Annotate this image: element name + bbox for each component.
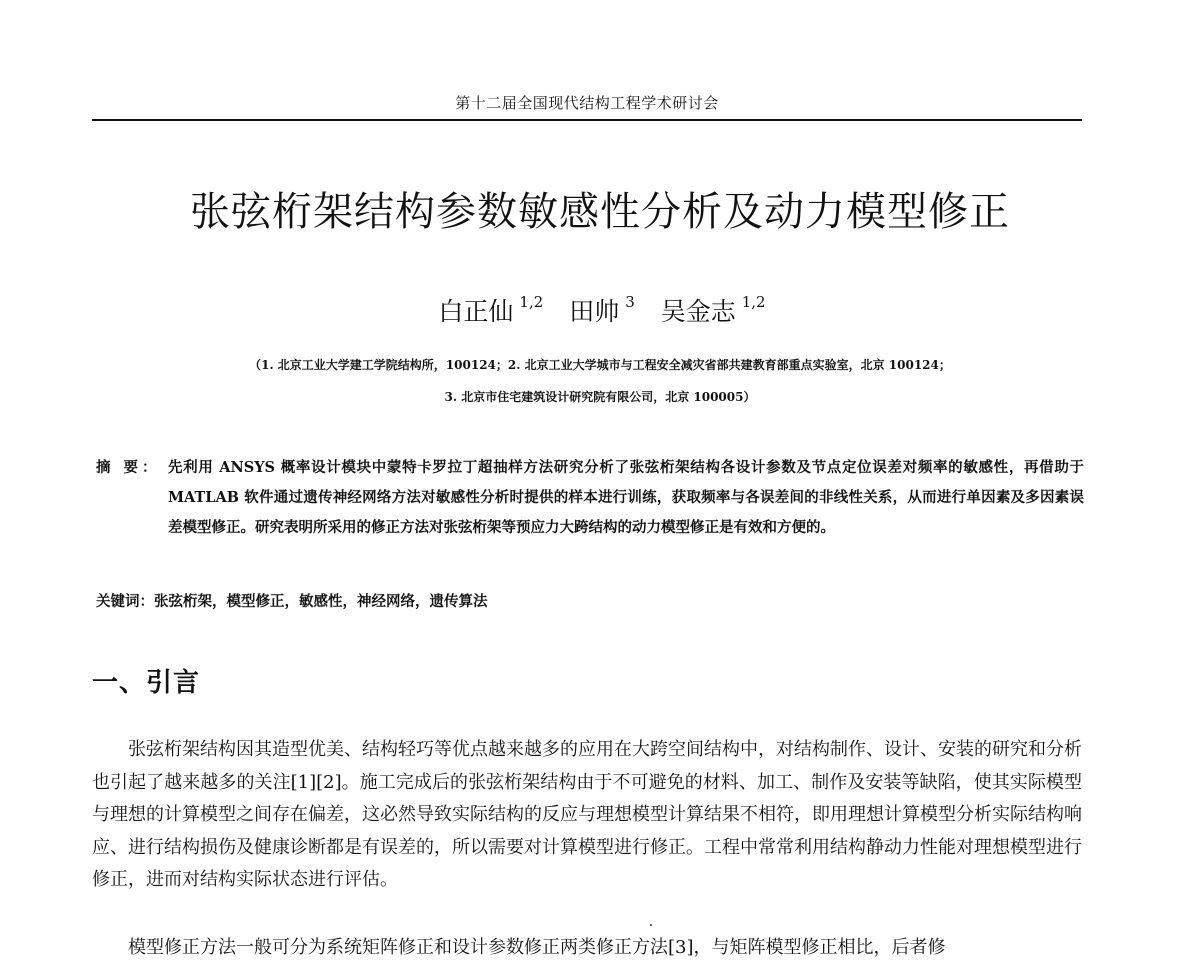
author-name: 白正仙 [438,297,514,326]
author-affil-mark: 1,2 [519,292,544,311]
body-paragraph: 张弦桁架结构因其造型优美、结构轻巧等优点越来越多的应用在大跨空间结构中，对结构制作、设计、安装的研究和分析也引起了越来越多的关注[1][2]。施工完成后的张弦桁架结构由于不可避免的材料、加工、制作及安装等缺陷，使其实际模型与理想的计算模型之间存在偏差，这必然导致实际结构的反应与理想模型计算结果不相符，即用理想计算模型分析实际结构响应、进行结构损伤及健康诊断都是有误差的，所以需要对计算模型进行修正。工程中常常利用结构静动力性能对理想模型进行修正，进而对结构实际状态进行评估。 [92,739,1082,890]
scan-speck [650,924,652,926]
keywords-block [96,590,1084,611]
abstract-block [96,453,1084,543]
header-rule [92,119,1082,121]
abstract-text: 先利用 ANSYS 概率设计模块中蒙特卡罗拉丁超抽样方法研究分析了张弦桁架结构各设计参数及节点定位误差对频率的敏感性，再借助于 MATLAB 软件通过遗传神经网络方法对敏感性分析时提供的样本进行训练，获取频率与各误差间的非线性关系，从而进行单因素及多因素误差模型修正。研究表明所采用的修正方法对张弦桁架等预应力大跨结构的动力模型修正是有效和方便的。 [168,459,1084,536]
affiliation-line: （1. 北京工业大学建工学院结构所，100124；2. 北京工业大学城市与工程安全减灾省部共建教育部重点实验室，北京 100124； [249,358,951,372]
body-paragraph-cut: 模型修正方法一般可分为系统矩阵修正和设计参数修正两类修正方法[3]，与矩阵模型修正相比，后者修 [128,937,946,958]
author-name: 吴金志 [660,297,736,326]
abstract-label: 摘 要： [96,459,161,476]
author-name: 田帅 [569,297,620,326]
keywords-text: 张弦桁架，模型修正，敏感性，神经网络，遗传算法 [154,593,488,610]
author-affil-mark: 1,2 [741,292,766,311]
keywords-label: 关键词： [96,593,154,610]
paper-title: 张弦桁架结构参数敏感性分析及动力模型修正 [190,189,1010,235]
section-heading: 一、引言 [92,668,201,698]
affiliation-line: 3. 北京市住宅建筑设计研究院有限公司，北京 100005） [444,390,756,404]
author-affil-mark: 3 [625,292,635,311]
running-header: 第十二届全国现代结构工程学术研讨会 [455,94,719,112]
author-list [40,292,1160,328]
